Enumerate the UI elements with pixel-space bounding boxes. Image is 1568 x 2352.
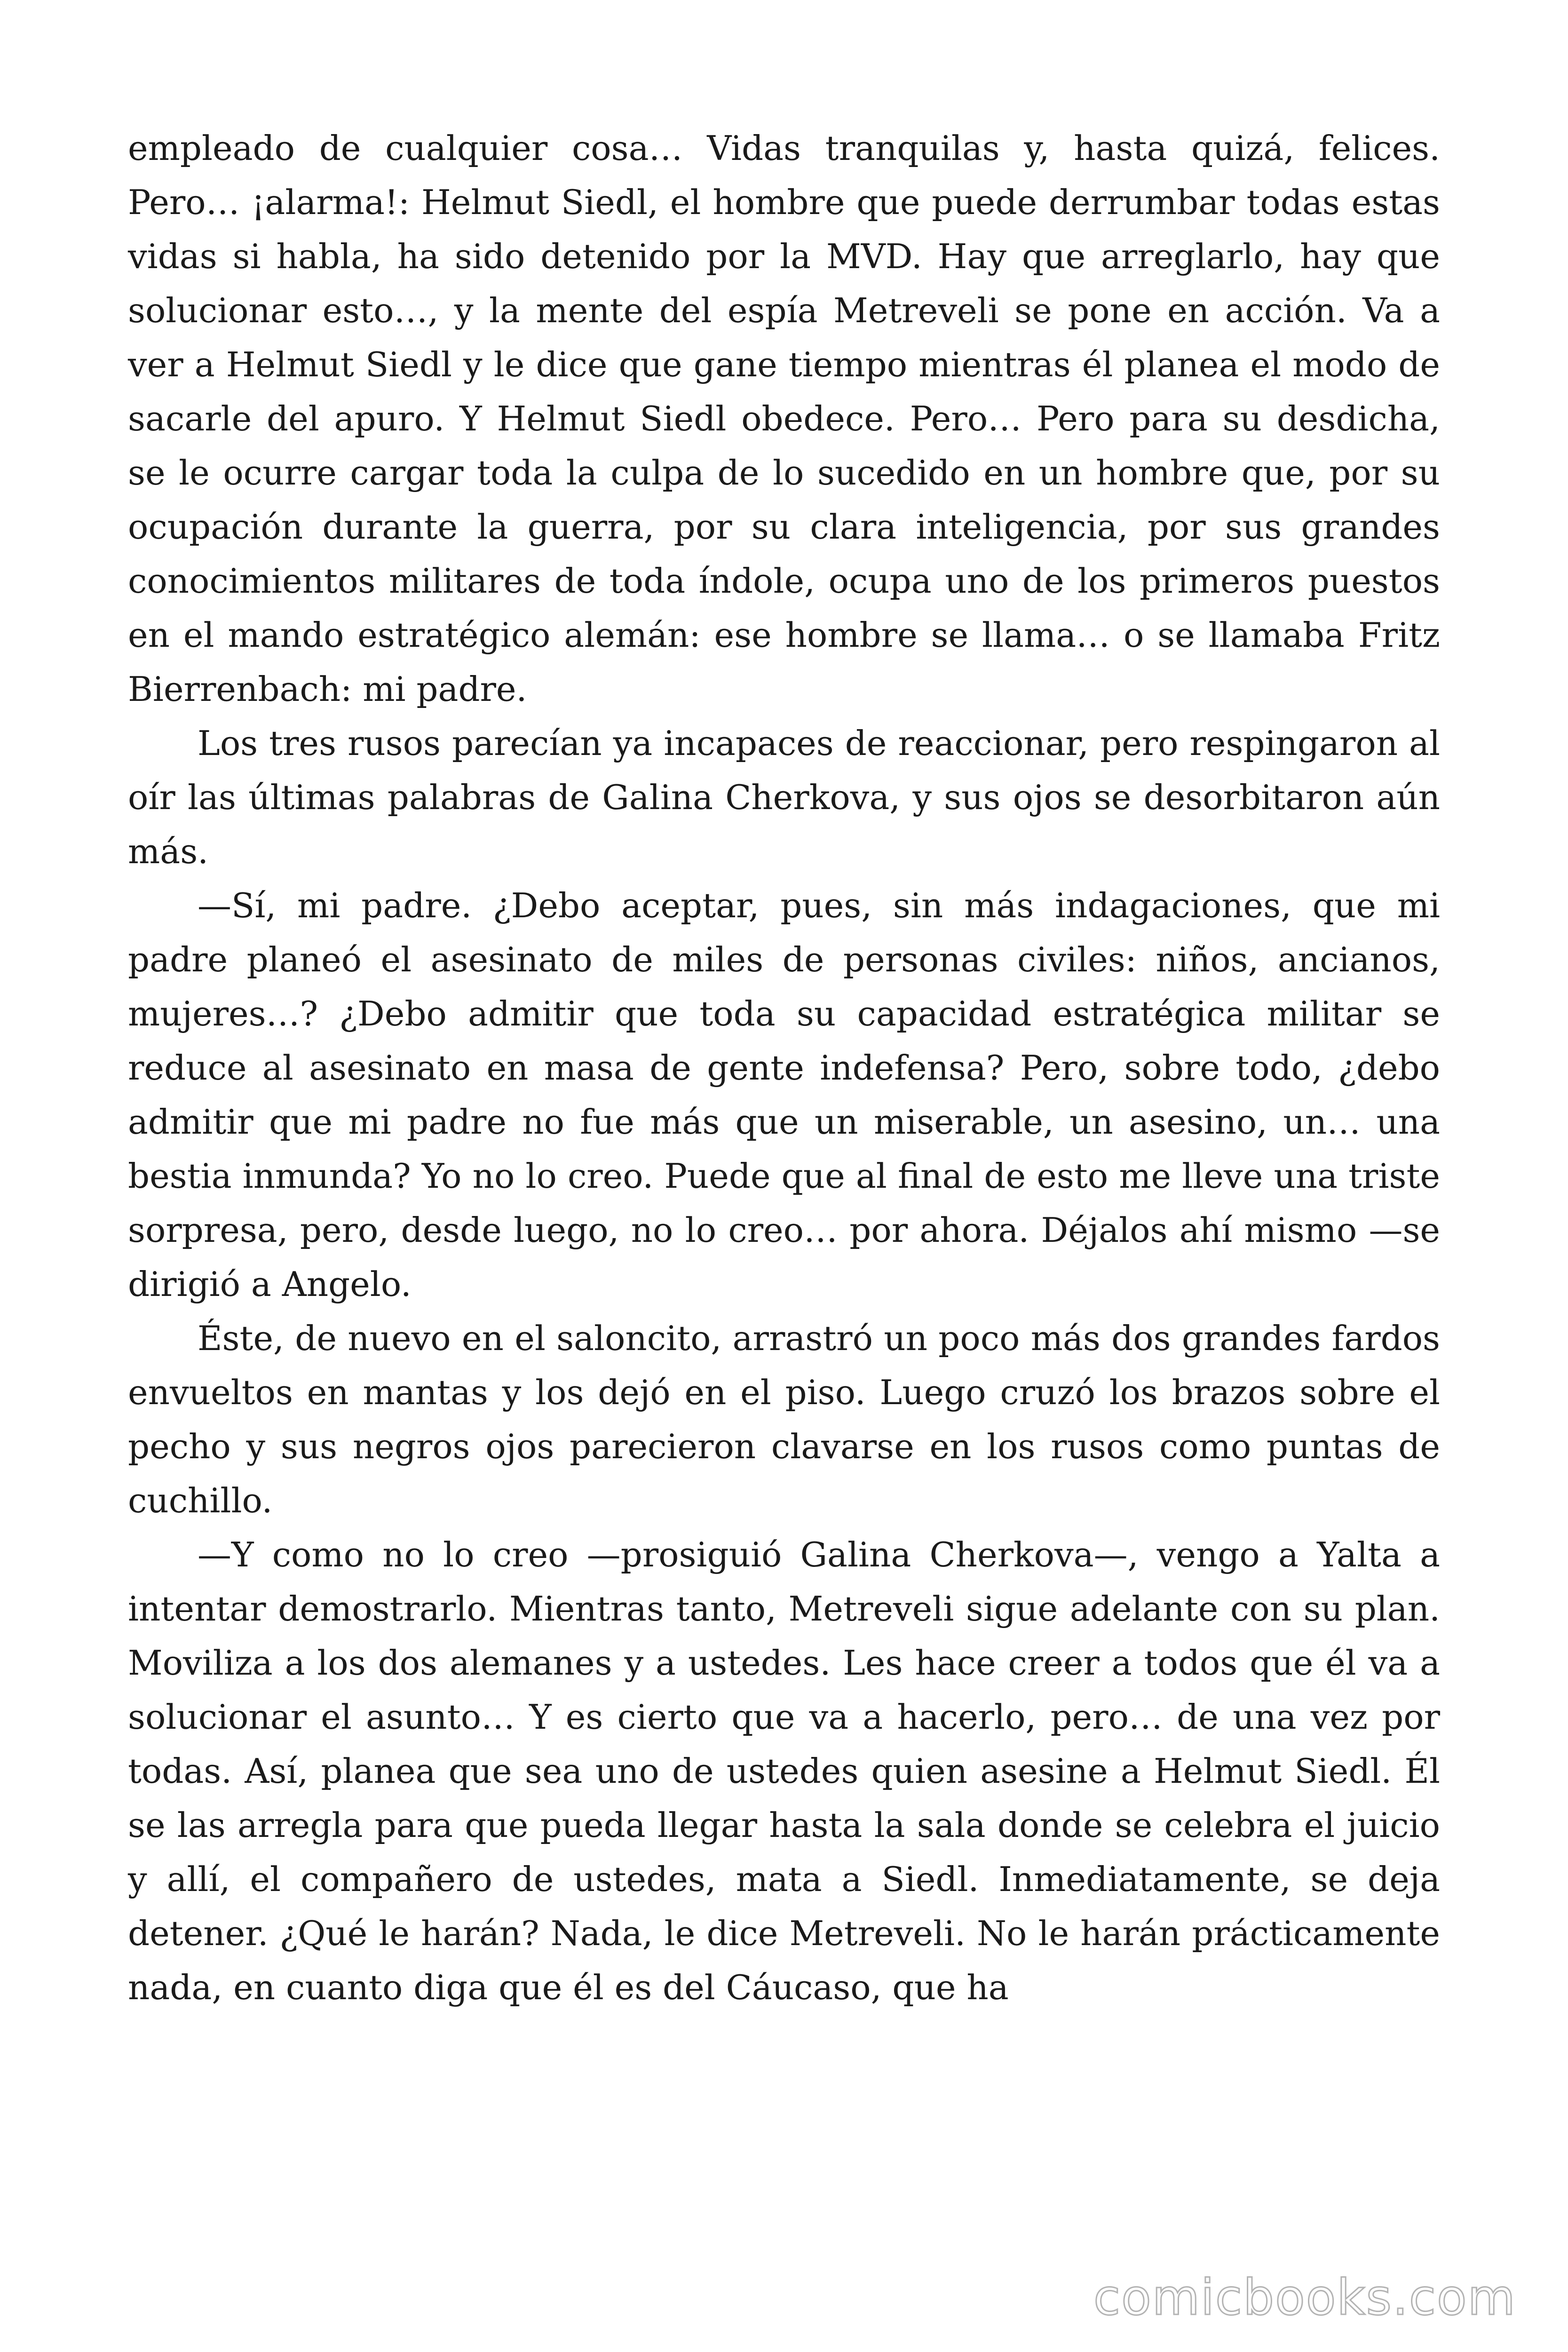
paragraph: —Sí, mi padre. ¿Debo aceptar, pues, sin más indagaciones, que mi padre planeó el asesinato de miles de personas civiles: niños, ancianos, mujeres…? ¿Debo admitir que toda su capacidad estratégica militar se reduce al asesinato en masa de gente indefensa? Pero, sobre todo, ¿debo admitir que mi padre no fue más que un miserable, un asesino, un… una bestia inmunda? Yo no lo creo. Puede que al final de esto me lleve una triste sorpresa, pero, desde luego, no lo creo… por ahora. Déjalos ahí mismo —se dirigió a Angelo. [128, 886, 1440, 1304]
watermark: comicbooks.com [1093, 2269, 1516, 2326]
paragraph: Éste, de nuevo en el saloncito, arrastró un poco más dos grandes fardos envueltos en mantas y los dejó en el piso. Luego cruzó los brazos sobre el pecho y sus negros ojos parecieron clavarse en los rusos como puntas de cuchillo. [128, 1319, 1440, 1520]
paragraph: empleado de cualquier cosa… Vidas tranquilas y, hasta quizá, felices. Pero… ¡alarma!: Helmut Siedl, el hombre que puede derrumbar todas estas vidas si habla, ha sido detenido por la MVD. Hay que arreglarlo, hay que solucionar esto…, y la mente del espía Metreveli se pone en acción. Va a ver a Helmut Siedl y le dice que gane tiempo mientras él planea el modo de sacarle del apuro. Y Helmut Siedl obedece. Pero… Pero para su desdicha, se le ocurre cargar toda la culpa de lo sucedido en un hombre que, por su ocupación durante la guerra, por su clara inteligencia, por sus grandes conocimientos militares de toda índole, ocupa uno de los primeros puestos en el mando estratégico alemán: ese hombre se llama… o se llamaba Fritz Bierrenbach: mi padre. [128, 128, 1440, 709]
body-text [128, 121, 1440, 2015]
paragraph: —Y como no lo creo —prosiguió Galina Cherkova—, vengo a Yalta a intentar demostrarlo. Mientras tanto, Metreveli sigue adelante con su plan. Moviliza a los dos alemanes y a ustedes. Les hace creer a todos que él va a solucionar el asunto… Y es cierto que va a hacerlo, pero… de una vez por todas. Así, planea que sea uno de ustedes quien asesine a Helmut Siedl. Él se las arregla para que pueda llegar hasta la sala donde se celebra el juicio y allí, el compañero de ustedes, mata a Siedl. Inmediatamente, se deja detener. ¿Qué le harán? Nada, le dice Metreveli. No le harán prácticamente nada, en cuanto diga que él es del Cáucaso, que ha [128, 1535, 1440, 2007]
paragraph: Los tres rusos parecían ya incapaces de reaccionar, pero respingaron al oír las últimas palabras de Galina Cherkova, y sus ojos se desorbitaron aún más. [128, 723, 1440, 871]
